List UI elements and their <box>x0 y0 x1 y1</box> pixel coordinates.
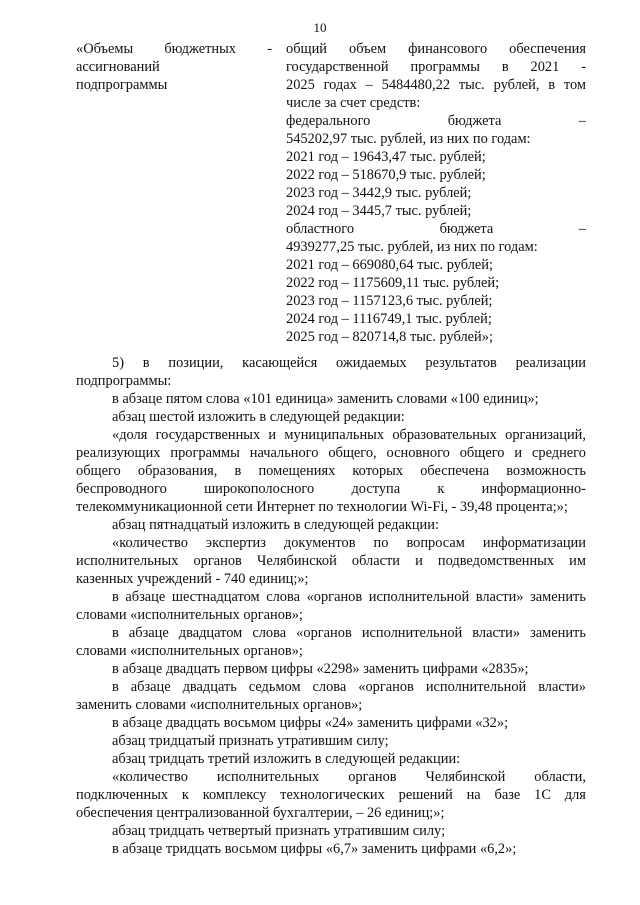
body-line: словами «исполнительных органов»; <box>76 643 303 659</box>
word: реализующих <box>76 445 161 461</box>
word: общего <box>76 463 121 479</box>
word: двадцатом <box>178 625 243 641</box>
word: заменить <box>530 589 586 605</box>
body-line <box>76 786 586 804</box>
word: в <box>501 59 509 75</box>
table-right-line: 2021 год – 19643,47 тыс. рублей; <box>286 149 486 165</box>
body-line: абзац шестой изложить в следующей редакции: <box>112 409 405 425</box>
word: организаций, <box>505 427 586 443</box>
body-line: подпрограммы: <box>76 373 172 389</box>
body-line <box>76 444 586 462</box>
body-line <box>76 354 586 372</box>
word: беспроводного <box>76 481 167 497</box>
word: в <box>234 463 242 479</box>
table-right-line: 2024 год – 1116749,1 тыс. рублей; <box>286 311 492 327</box>
word: для <box>564 787 586 803</box>
word: в <box>142 355 150 371</box>
table-right-line: 4939277,25 тыс. рублей, из них по годам: <box>286 239 538 255</box>
word: 5484480,22 <box>381 77 451 93</box>
table-right-line: 2022 год – 1175609,11 тыс. рублей; <box>286 275 500 291</box>
word: Челябинской <box>425 769 506 785</box>
word: 2021 <box>530 59 560 75</box>
table-right-column <box>286 40 586 346</box>
body-line: абзац тридцать четвертый признать утратившим силу; <box>112 823 446 839</box>
word: «органов <box>296 625 352 641</box>
body-line: абзац тридцатый признать утратившим силу; <box>112 733 389 749</box>
body-line: словами «исполнительных органов»; <box>76 607 303 623</box>
word: комплексу <box>202 787 267 803</box>
word: слова <box>312 679 347 695</box>
body-line: абзац пятнадцатый изложить в следующей редакции: <box>112 517 439 533</box>
word: образования, <box>137 463 218 479</box>
word: базе <box>494 787 521 803</box>
word: органов <box>348 769 397 785</box>
word: обеспечения <box>509 41 586 57</box>
word: федерального <box>286 113 371 129</box>
word: позиции, <box>168 355 224 371</box>
word: подключенных <box>76 787 169 803</box>
body-line: абзац тридцать третий изложить в следующей редакции: <box>112 751 461 767</box>
word: в <box>112 679 119 695</box>
body-line: в абзаце тридцать восьмом цифры «6,7» заменить цифрами «6,2»; <box>112 841 517 857</box>
word: - <box>581 59 586 75</box>
word: в <box>112 625 119 641</box>
word: муниципальных <box>284 427 385 443</box>
word: решений <box>398 787 453 803</box>
word: широкополосного <box>204 481 315 497</box>
body-line: казенных учреждений - 740 единиц;»; <box>76 571 309 587</box>
body-line <box>76 588 586 606</box>
word: касающейся <box>242 355 318 371</box>
word: в <box>548 77 556 93</box>
word: технологических <box>280 787 385 803</box>
word: которых <box>352 463 404 479</box>
word: «органов <box>358 679 414 695</box>
word: – <box>578 221 586 237</box>
word: общего <box>459 445 505 461</box>
word: обеспечена <box>420 463 490 479</box>
word: слова <box>266 589 300 605</box>
body-line <box>76 624 586 642</box>
word: исполнительных <box>76 553 179 569</box>
word: результатов <box>425 355 497 371</box>
word: «доля <box>112 427 148 443</box>
table-left-line: подпрограммы <box>76 77 168 93</box>
word: информационно- <box>481 481 586 497</box>
word: власти» <box>472 625 521 641</box>
body-line: телекоммуникационной сети Интернет по технологии Wi-Fi, - 39,48 процента;»; <box>76 499 568 515</box>
body-line: в абзаце двадцать восьмом цифры «24» заменить цифрами «32»; <box>112 715 509 731</box>
word: общий <box>286 41 328 57</box>
page-number: 10 <box>313 20 327 35</box>
word: – <box>365 77 373 93</box>
table-right-line: 2022 год – 518670,9 тыс. рублей; <box>286 167 486 183</box>
word: финансового <box>408 41 488 57</box>
word: образовательных <box>392 427 497 443</box>
word: помещениях <box>258 463 336 479</box>
word: и <box>514 445 523 461</box>
table-right-line: 2023 год – 1157123,6 тыс. рублей; <box>286 293 493 309</box>
word: исполнительной <box>425 679 527 695</box>
body-line: в абзаце двадцать первом цифры «2298» заменить цифрами «2835»; <box>112 661 529 677</box>
table-right-line <box>286 220 586 238</box>
table-right-line: 2024 год – 3445,7 тыс. рублей; <box>286 203 472 219</box>
word: исполнительной <box>368 589 470 605</box>
body-line <box>76 534 586 552</box>
word: бюджета <box>439 221 494 237</box>
word: области <box>351 553 400 569</box>
word: объем <box>349 41 387 57</box>
word: – <box>578 113 586 129</box>
word: 1С <box>534 787 551 803</box>
word: программы <box>410 59 480 75</box>
body-line: заменить словами «исполнительных органов»; <box>76 697 363 713</box>
word: государственной <box>286 59 389 75</box>
word: бюджетных <box>164 41 237 57</box>
table-right-line: 2025 год – 820714,8 тыс. рублей»; <box>286 329 493 345</box>
word: ожидаемых <box>336 355 407 371</box>
word: к <box>181 787 189 803</box>
word: общего, <box>328 445 377 461</box>
table-left-line <box>76 40 272 58</box>
word: документов <box>283 535 356 551</box>
word: областного <box>286 221 355 237</box>
table-right-line <box>286 112 586 130</box>
word: им <box>569 553 586 569</box>
word: - <box>267 41 272 57</box>
body-line <box>76 768 586 786</box>
table-right-line: 2023 год – 3442,9 тыс. рублей; <box>286 185 472 201</box>
word: и <box>415 553 423 569</box>
word: программы <box>170 445 240 461</box>
word: основного <box>386 445 450 461</box>
body-line: в абзаце пятом слова «101 единица» заменить словами «100 единиц»; <box>112 391 539 407</box>
word: информатизации <box>482 535 586 551</box>
body-line <box>76 552 586 570</box>
word: абзаце <box>128 625 169 641</box>
table-right-line <box>286 40 586 58</box>
word: абзаце <box>130 679 171 695</box>
body-text <box>76 354 586 858</box>
word: к <box>437 481 445 497</box>
table-right-line: 2021 год – 669080,64 тыс. рублей; <box>286 257 493 273</box>
word: «количество <box>112 769 188 785</box>
word: на <box>466 787 481 803</box>
word: «количество <box>112 535 188 551</box>
word: вопросам <box>406 535 465 551</box>
word: седьмом <box>248 679 301 695</box>
word: Челябинской <box>256 553 337 569</box>
word: двадцать <box>182 679 237 695</box>
word: и <box>268 427 277 443</box>
word: «Объемы <box>76 41 134 57</box>
word: бюджета <box>447 113 502 129</box>
word: абзаце <box>125 589 166 605</box>
word: заменить <box>530 625 586 641</box>
body-line: обеспечения централизованной бухгалтерии, – 26 единиц;»; <box>76 805 445 821</box>
word: тыс. <box>458 77 485 93</box>
word: 2025 <box>286 77 315 93</box>
table-right-line: 545202,97 тыс. рублей, из них по годам: <box>286 131 531 147</box>
word: годах <box>323 77 357 93</box>
word: по <box>373 535 389 551</box>
word: области, <box>534 769 586 785</box>
word: исполнительных <box>216 769 320 785</box>
table-left-column <box>76 40 272 94</box>
word: возможность <box>506 463 586 479</box>
word: рублей, <box>493 77 540 93</box>
table-left-line: ассигнований <box>76 59 160 75</box>
word: подведомственных <box>437 553 555 569</box>
body-line <box>76 480 586 498</box>
word: исполнительной <box>361 625 463 641</box>
table-right-line <box>286 76 586 94</box>
word: том <box>563 77 586 93</box>
word: начального <box>249 445 319 461</box>
body-line <box>76 678 586 696</box>
word: среднего <box>531 445 586 461</box>
word: шестнадцатом <box>171 589 260 605</box>
word: власти» <box>475 589 524 605</box>
word: в <box>112 589 119 605</box>
word: экспертиз <box>205 535 266 551</box>
word: власти» <box>538 679 586 695</box>
word: государственных <box>155 427 261 443</box>
body-line <box>76 426 586 444</box>
word: «органов <box>306 589 363 605</box>
table-right-line: числе за счет средств: <box>286 95 421 111</box>
word: доступа <box>351 481 401 497</box>
body-line <box>76 462 586 480</box>
word: слова <box>252 625 287 641</box>
table-right-line <box>286 58 586 76</box>
word: 5) <box>112 355 124 371</box>
word: реализации <box>515 355 586 371</box>
word: органов <box>193 553 242 569</box>
